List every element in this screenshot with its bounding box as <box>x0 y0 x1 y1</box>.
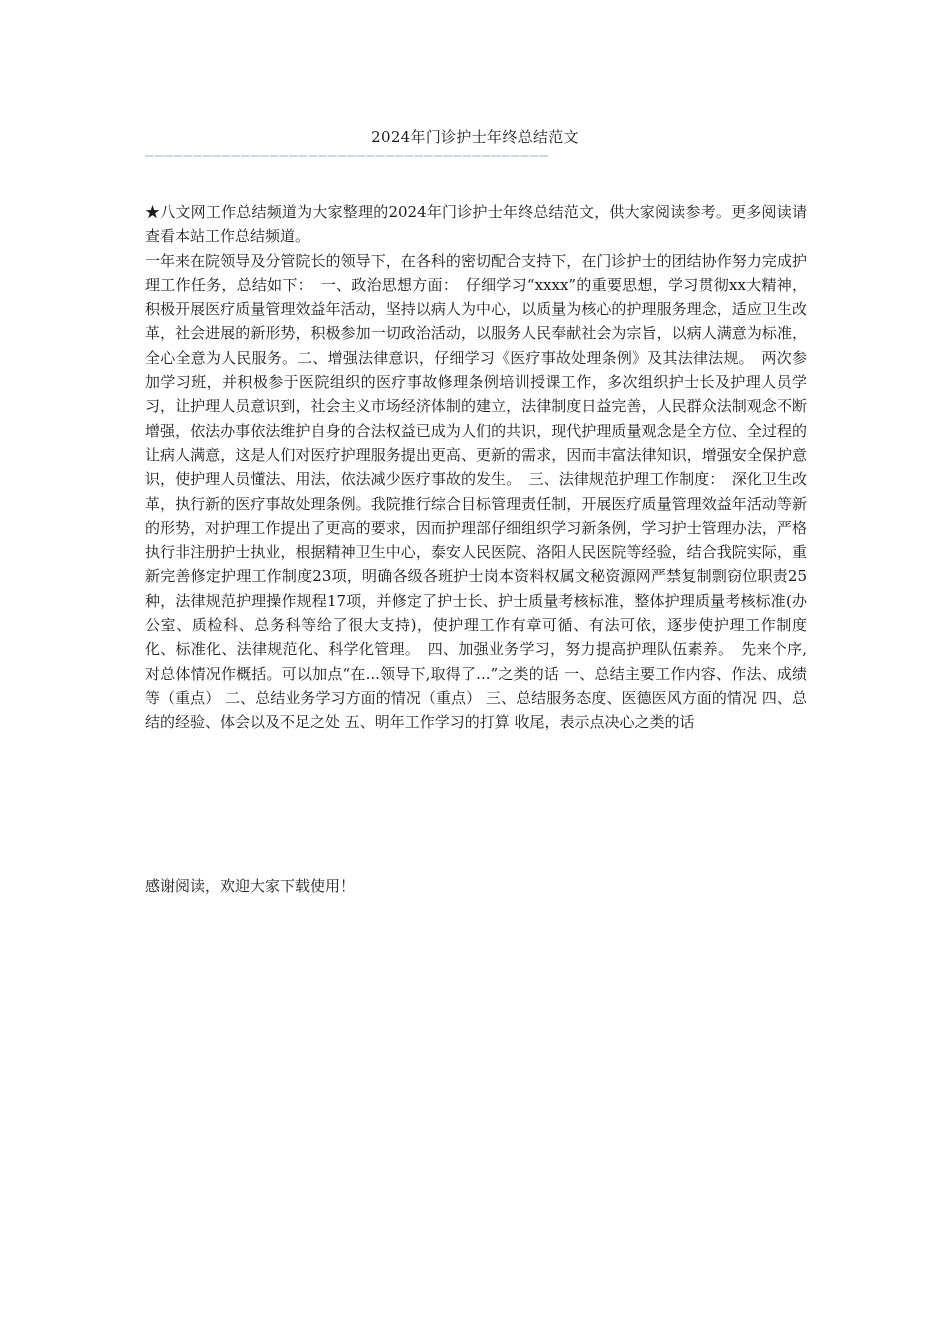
title-divider: —————————————————————————————————————————— <box>145 149 550 163</box>
document-body <box>145 200 807 735</box>
main-paragraph: 一年来在院领导及分管院长的领导下，在各科的密切配合支持下，在门诊护士的团结协作努力完成护理工作任务，总结如下： 一、政治思想方面： 仔细学习“xxxx”的重要思想，学习贯彻xx大精神，积极开展医疗质量管理效益年活动，坚持以病人为中心，以质量为核心的护理服务理念，适应卫生改革，社会进展的新形势，积极参加一切政治活动，以服务人民奉献社会为宗旨，以病人满意为标准，全心全意为人民服务。二、增强法律意识，仔细学习《医疗事故处理条例》及其法律法规。 两次参加学习班，并积极参于医院组织的医疗事故修理条例培训授课工作，多次组织护士长及护理人员学习，让护理人员意识到，社会主义市场经济体制的建立，法律制度日益完善，人民群众法制观念不断增强，依法办事依法维护自身的合法权益已成为人们的共识，现代护理质量观念是全方位、全过程的让病人满意，这是人们对医疗护理服务提出更高、更新的需求，因而丰富法律知识，增强安全保护意识，使护理人员懂法、用法，依法减少医疗事故的发生。 三、法律规范护理工作制度： 深化卫生改革，执行新的医疗事故处理条例。我院推行综合目标管理责任制，开展医疗质量管理效益年活动等新的形势，对护理工作提出了更高的要求，因而护理部仔细组织学习新条例，学习护士管理办法，严格执行非注册护士执业，根据精神卫生中心，泰安人民医院、洛阳人民医院等经验，结合我院实际，重新完善修定护理工作制度23项，明确各级各班护士岗本资料权属文秘资源网严禁复制剽窃位职责25种，法律规范护理操作规程17项，并修定了护士长、护士质量考核标准，整体护理质量考核标准(办公室、质检科、总务科等给了很大支持)，使护理工作有章可循、有法可依，逐步使护理工作制度化、标准化、法律规范化、科学化管理。 四、加强业务学习，努力提高护理队伍素养。 先来个序,对总体情况作概括。可以加点“在...领导下,取得了...”之类的话 一、总结主要工作内容、作法、成绩等（重点） 二、总结业务学习方面的情况（重点） 三、总结服务态度、医德医风方面的情况 四、总结的经验、体会以及不足之处 五、明年工作学习的打算 收尾，表示点决心之类的话 <box>145 251 807 732</box>
intro-paragraph: ★八文网工作总结频道为大家整理的2024年门诊护士年终总结范文，供大家阅读参考。更多阅读请查看本站工作总结频道。 <box>145 203 807 246</box>
closing-line: 感谢阅读，欢迎大家下载使用！ <box>145 877 356 895</box>
document-title: 2024年门诊护士年终总结范文 <box>371 128 579 146</box>
